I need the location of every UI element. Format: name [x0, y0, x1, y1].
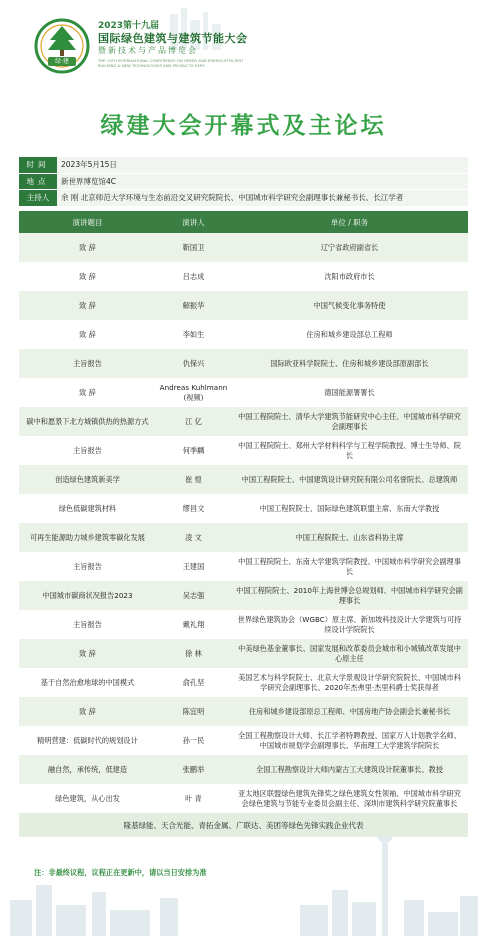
row-org: 中国工程院院士、2010年上海世博会总规划师、中国城市科学研究会副理事长 [236, 586, 463, 605]
event-session: 2023第十九届 [98, 21, 160, 31]
row-org: 全国工程勘察设计大师、长江学者特聘教授、国家万人计划教学名师、中国城市规划学会副理事长、华南理工大学建筑学院院长 [238, 731, 461, 750]
row-topic: 致 辞 [79, 387, 96, 397]
row-speaker: 戴礼翔 [182, 619, 205, 629]
row-speaker: 吴志强 [182, 590, 205, 600]
info-key: 地点 [19, 174, 57, 190]
table-row [19, 755, 468, 784]
agenda-note: 注：非最终议程，议程正在更新中，请以当日安排为准 [34, 868, 207, 877]
table-row [19, 233, 468, 262]
row-speaker: 叶 青 [185, 793, 202, 803]
info-value: 新世界博览馆4C [57, 174, 468, 190]
info-row-location [19, 174, 468, 190]
row-topic: 绿色建筑，从心出发 [55, 793, 120, 803]
row-org: 中美绿色基金董事长、国家发展和改革委员会城市和小城镇改革发展中心原主任 [238, 644, 461, 663]
event-english-title: THE 19TH INTERNATIONAL CONFERENCE ON GREEN AND ENERGY-EFFICIENT BUILDING & NEW TECHNOLOGIES AND PRODUCTS EXPO [98, 58, 244, 68]
row-org: 世界绿色建筑协会（WGBC）原主席、新加坡科技设计大学建筑与可持续设计学院院长 [237, 615, 462, 634]
row-speaker: 张鹏举 [182, 764, 205, 774]
table-row [19, 378, 468, 407]
row-topic: 精明营建：低碳时代的规划设计 [37, 735, 138, 745]
table-row [19, 523, 468, 552]
table-row [19, 639, 468, 668]
header-org: 单位 / 职务 [330, 217, 369, 227]
row-topic: 致 辞 [79, 648, 96, 658]
row-speaker: 孙一民 [182, 735, 205, 745]
info-row-host [19, 190, 468, 206]
row-org: 住房和城乡建设部原总工程师、中国房地产协会副会长兼秘书长 [248, 706, 451, 716]
row-org: 中国工程院院士、国际绿色建筑联盟主席、东南大学教授 [259, 503, 440, 513]
row-speaker: 王建国 [182, 561, 205, 571]
row-topic: 中国城市碳商状况报告2023 [42, 590, 133, 600]
table-row [19, 320, 468, 349]
table-header [19, 211, 468, 233]
row-org: 住房和城乡建设部总工程师 [306, 329, 393, 339]
row-speaker: 吕志成 [182, 271, 205, 281]
table-row [19, 668, 468, 697]
table-row [19, 697, 468, 726]
row-topic: 创造绿色建筑新美学 [55, 474, 120, 484]
event-title: 国际绿色建筑与建筑节能大会 [98, 32, 248, 45]
table-row [19, 581, 468, 610]
info-key: 主持人 [19, 190, 57, 206]
row-topic: 主旨报告 [73, 619, 102, 629]
table-row [19, 610, 468, 639]
table-row [19, 784, 468, 813]
row-speaker: 崔 愷 [185, 474, 202, 484]
row-org: 中国工程院院士、郑州大学材料科学与工程学院教授、博士生导师、院长 [238, 441, 461, 460]
table-row [19, 552, 468, 581]
table-footer: 隆基绿能、天合光能、青拓金属、广联达、美团等绿色先锋实践企业代表 [19, 813, 468, 837]
row-topic: 致 辞 [79, 242, 96, 252]
row-topic: 碳中和愿景下北方城镇供热的热源方式 [26, 416, 149, 426]
header-speaker: 演讲人 [182, 217, 205, 227]
row-org: 中国工程院院士、中国建筑设计研究院有限公司名誉院长、总建筑师 [241, 474, 458, 484]
table-row [19, 726, 468, 755]
row-org: 国际欧亚科学院院士、住房和城乡建设部原副部长 [270, 358, 429, 368]
row-speaker: 俞孔坚 [182, 677, 205, 687]
row-speaker: 缪昌文 [182, 503, 205, 513]
row-org: 中国气候变化事务特使 [313, 300, 386, 310]
row-speaker: 凌 文 [185, 532, 202, 542]
row-speaker: 何季麟 [182, 445, 205, 455]
table-row [19, 262, 468, 291]
row-topic: 致 辞 [79, 300, 96, 310]
row-speaker: Andreas Kuhlmann (视频) [159, 383, 228, 402]
table-body [19, 233, 468, 813]
row-speaker: 靳国卫 [182, 242, 205, 252]
row-speaker: 江 亿 [185, 416, 202, 426]
row-topic: 绿色低碳建筑材料 [58, 503, 117, 513]
row-speaker: 解振华 [182, 300, 205, 310]
row-topic: 致 辞 [79, 706, 96, 716]
row-topic: 主旨报告 [73, 561, 102, 571]
row-org: 美国艺术与科学院院士、北京大学景观设计学研究院院长、中国城市科学研究会副理事长、2020年杰弗里·杰里科爵士奖获得者 [238, 673, 461, 692]
info-value: 余 刚 北京师范大学环境与生态前沿交叉研究院院长、中国城市科学研究会副理事长兼秘书长、长江学者 [57, 190, 468, 206]
row-org: 全国工程勘察设计大师内蒙古工大建筑设计院董事长、教授 [256, 764, 443, 774]
row-org: 中国工程院院士、清华大学建筑节能研究中心主任、中国城市科学研究会副理事长 [238, 412, 461, 431]
row-org: 德国能源署署长 [324, 387, 375, 397]
row-org: 辽宁省政府副省长 [320, 242, 379, 252]
table-row [19, 349, 468, 378]
info-row-time [19, 157, 468, 173]
table-row [19, 465, 468, 494]
header-topic: 演讲题目 [72, 217, 103, 227]
row-speaker: 徐 林 [185, 648, 202, 658]
table-row [19, 291, 468, 320]
row-topic: 基于自然治愈地球的中国模式 [40, 677, 135, 687]
logo-tag: 绿·建 [48, 57, 76, 66]
event-subtitle: 暨新技术与产品博览会 [98, 46, 198, 55]
row-org: 亚太地区联盟绿色建筑先锋奖之绿色建筑女性领袖、中国城市科学研究会绿色建筑与节能专业委员会副主任、深圳市建筑科学研究院董事长 [238, 789, 461, 808]
info-value: 2023年5月15日 [57, 157, 468, 173]
agenda-table [19, 211, 468, 837]
table-row [19, 436, 468, 465]
row-topic: 致 辞 [79, 329, 96, 339]
row-topic: 致 辞 [79, 271, 96, 281]
row-topic: 融自然，承传统，低建造 [47, 764, 128, 774]
row-topic: 主旨报告 [73, 445, 102, 455]
row-org: 沈阳市政府市长 [324, 271, 375, 281]
row-speaker: 陈宜明 [182, 706, 205, 716]
table-row [19, 494, 468, 523]
event-header [0, 0, 487, 95]
row-speaker: 李如生 [182, 329, 205, 339]
row-topic: 可再生能源助力城乡建筑零碳化发展 [29, 532, 145, 542]
row-org: 中国工程院院士、山东省科协主席 [295, 532, 404, 542]
row-topic: 主旨报告 [73, 358, 102, 368]
row-speaker: 仇保兴 [182, 358, 205, 368]
row-org: 中国工程院院士、东南大学建筑学院教授、中国城市科学研究会副理事长 [238, 557, 461, 576]
page-title: 绿建大会开幕式及主论坛 [100, 113, 387, 139]
info-key: 时间 [19, 157, 57, 173]
session-info [19, 157, 468, 207]
table-row [19, 407, 468, 436]
